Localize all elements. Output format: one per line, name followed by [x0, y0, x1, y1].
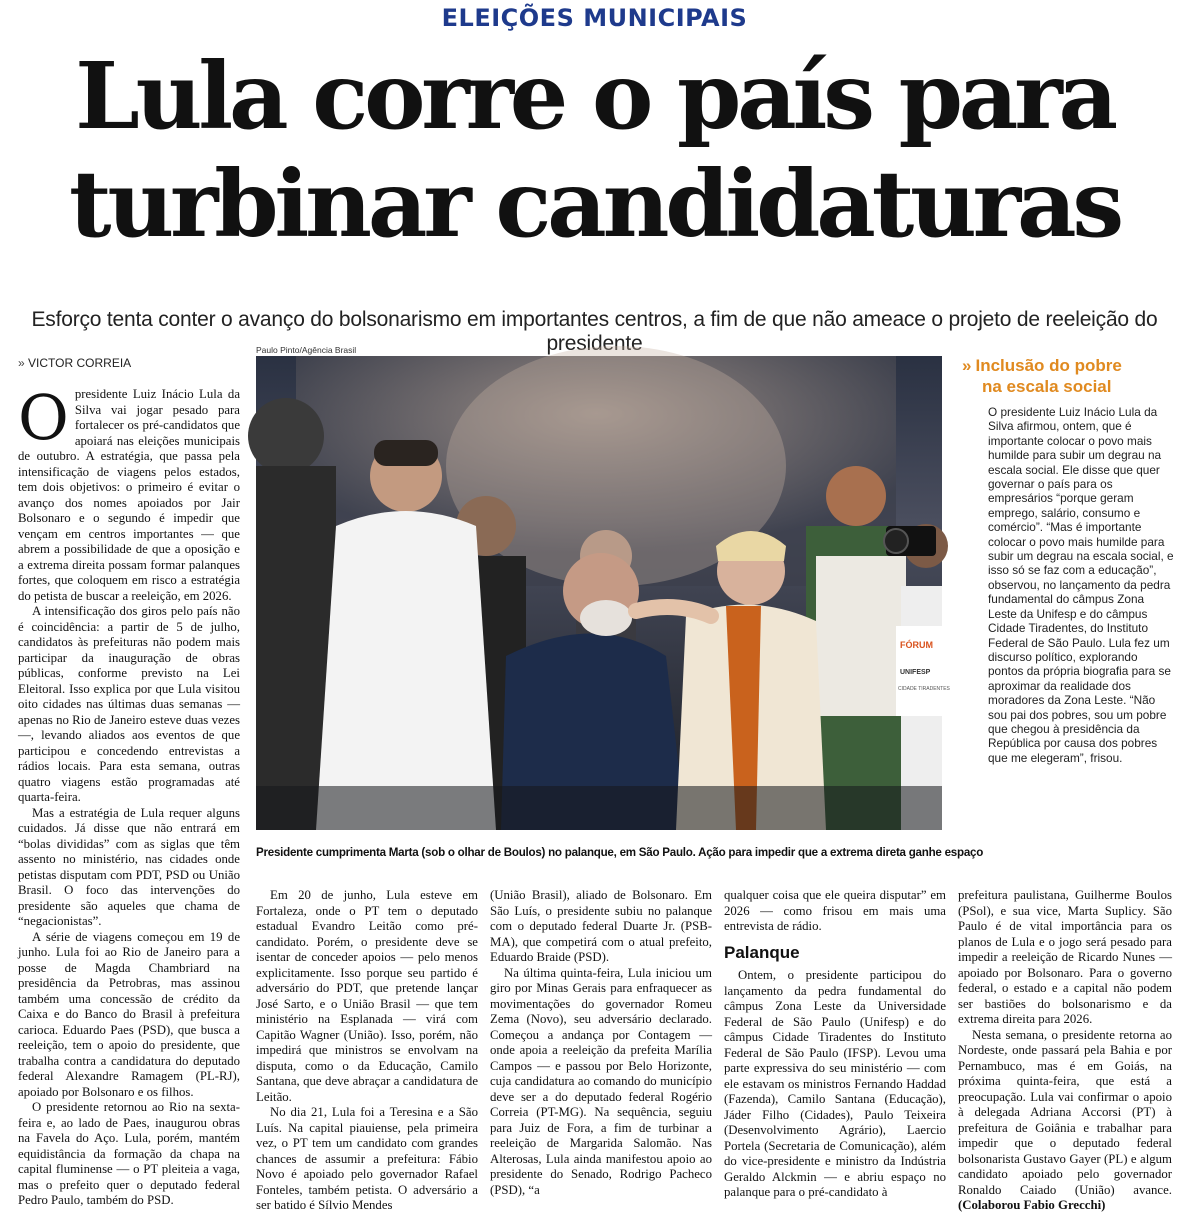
- sidebar-body: [962, 405, 1174, 765]
- photo-illustration: [256, 356, 950, 830]
- photo-caption: Presidente cumprimenta Marta (sob o olhar de Boulos) no palanque, em São Paulo. Ação para impedir que a extrema direta ganhe espaço: [256, 846, 984, 859]
- article-paragraph: Na última quinta-feira, Lula iniciou um giro por Minas Gerais para enfraquecer as movimentações do governador Romeu Zema (Novo), seu adversário declarado. Começou a andança por Contagem — onde apoia a reeleição da prefeita Marília Campos — e passou por Belo Horizonte, cuja candidatura ao comando do município deve ser a do deputado federal Rogério Correia (PT-MG). Na sequência, seguiu para Juiz de Fora, a fim de turbinar a reeleição de Margarida Salomão. Nas Alterosas, Lula ainda manifestou apoio ao presidente do Senado, Rodrigo Pacheco (PSD), “a: [490, 965, 712, 1197]
- article-paragraph: qualquer coisa que ele queira disputar” em 2026 — como frisou em mais uma entrevista de rádio.: [724, 888, 946, 933]
- article-paragraph: Mas a estratégia de Lula requer alguns cuidados. Já disse que não entrará em “bolas divididas” com as siglas que têm assento no ministério, nas cidades onde petistas disputam com PDT, PSD ou União Brasil. O foco das intervenções do presidente são aqueles que chama de “negacionistas”.: [18, 805, 240, 928]
- headline: Lula corre o país para turbinar candidaturas: [69, 42, 1120, 258]
- banner-text: CIDADE TIRADENTES: [898, 686, 950, 692]
- contributor-credit: (Colaborou Fabio Grecchi): [958, 1198, 1106, 1212]
- article-column-4: [724, 888, 946, 1224]
- chevron-right-icon: »: [962, 356, 972, 375]
- news-photo: [256, 356, 950, 830]
- sidebar-box: [962, 355, 1174, 765]
- article-paragraph: O presidente retornou ao Rio na sexta-feira e, ao lado de Paes, inaugurou obras na Favela do Aço. Lula, porém, mantém equidistância da formação da chapa na capital fluminense — o PT pleiteia a vaga, mas o prefeito quer o deputado federal Pedro Paulo, também do PSD.: [18, 1100, 240, 1207]
- byline: [18, 356, 131, 370]
- drop-cap: O: [18, 381, 69, 454]
- article-paragraph: [18, 381, 240, 604]
- article-paragraph: [958, 1028, 1172, 1214]
- photo-credit: Paulo Pinto/Agência Brasil: [256, 345, 357, 355]
- sidebar-title-line: Inclusão do pobre: [975, 356, 1122, 375]
- article-paragraph: A série de viagens começou em 19 de junho. Lula foi ao Rio de Janeiro para a posse de Magda Chambriard na presidência da Petrobras, mas assinou também uma concessão de crédito da Caixa e do Banco do Brasil à prefeitura carioca. Eduardo Paes (PSD), que busca a reeleição, tem o apoio do presidente, que trabalha contra a candidatura do deputado federal Alexandre Ramagem (PL-RJ), apoiado por Bolsonaro e os filhos.: [18, 929, 240, 1099]
- sidebar-title: [962, 355, 1174, 397]
- article-column-3: [490, 888, 712, 1224]
- section-label: ELEIÇÕES MUNICIPAIS: [441, 4, 748, 32]
- article-column-1: [18, 381, 240, 1223]
- paragraph-text: presidente Luiz Inácio Lula da Silva vai jogar pesado para fortalecer os pré-candidatos que apoiará nas eleições municipais de outubro. A estratégia, que passa pela intensificação de viagens pelos estados, tem dois objetivos: o primeiro é evitar o avanço dos nomes apoiados por Jair Bolsonaro e o segundo é impedir que vençam em centros importantes — que abrem a possibilidade de que a oposição e a extrema direita possam formar palanques fortes, que coloquem em risco a estratégia do petista de buscar a reeleição, em 2026.: [18, 387, 240, 603]
- article-paragraph: prefeitura paulistana, Guilherme Boulos (PSol), e sua vice, Marta Suplicy. São Paulo é de vital importância para os planos de Lula e o jogo será pesado para impedir a reeleição de Ricardo Nunes — apoiado por Bolsonaro. Para o governo federal, o estado e a capital não podem ser bastiões do bolsonarismo e da extrema direita para 2026.: [958, 888, 1172, 1026]
- paragraph-text: Nesta semana, o presidente retorna ao Nordeste, onde passará pela Bahia e por Pernambuco, mas é em Goiás, na próxima quinta-feira, que está a preocupação. Lula vai confirmar o apoio à delegada Adriana Accorsi (PT) à prefeitura de Goiânia e trabalhar para impedir que o deputado federal bolsonarista Gustavo Gayer (PL) e algum candidato apoiado pelo governador Ronaldo Caiado (União) avance.: [958, 1027, 1172, 1197]
- article-paragraph: A intensificação dos giros pelo país não é coincidência: a partir de 5 de julho, candidatos às prefeituras não podem mais participar da inauguração de obras públicas, conforme previsto na Lei Eleitoral. Isso explica por que Lula visitou oito cidades nas últimas duas semanas — apenas no Rio de Janeiro esteve duas vezes —, levando aliados aos eventos de que participou e concedendo entrevistas a rádios locais. Para esta semana, outras quatro viagens estão programadas até quarta-feira.: [18, 604, 240, 804]
- sidebar-title-line: na escala social: [982, 377, 1112, 396]
- subheadline: Esforço tenta conter o avanço do bolsonarismo em importantes centros, a fim de que não ameace o projeto de reeleição do presidente: [31, 308, 1158, 355]
- article-paragraph: Em 20 de junho, Lula esteve em Fortaleza, onde o PT tem o deputado estadual Evandro Leitão como pré-candidato. Porém, o presidente deve se isentar de conceder apoios — pelo menos explicitamente. Isso porque seu partido é adversário do PDT, que pretende lançar José Sarto, e o União Brasil — que tem ministério na Esplanada — virá com Capitão Wagner (União). Isso, porém, não impedirá que ministros se envolvam na disputa, como o da Educação, Camilo Santana, que deve abraçar a candidatura de Leitão.: [256, 888, 478, 1104]
- article-paragraph: No dia 21, Lula foi a Teresina e a São Luís. Na capital piauiense, pela primeira vez, o PT tem um candidato com grandes chances de assumir a prefeitura: Fábio Novo é apoiado pelo governador Rafael Fonteles, também petista. O adversário a ser batido é Sílvio Mendes: [256, 1105, 478, 1212]
- section-heading: Palanque: [724, 942, 800, 962]
- article-paragraph: Ontem, o presidente participou do lançamento da pedra fundamental do câmpus Zona Leste da Universidade Federal de São Paulo (Unifesp) e do câmpus Cidade Tiradentes do Instituto Federal de São Paulo (IFSP). Levou uma parte expressiva do seu ministério — com ele estavam os ministros Fernando Haddad (Fazenda), Camilo Santana (Educação), Jáder Filho (Cidades), Paulo Teixeira (Desenvolvimento Agrário), Laercio Portela (Secretaria de Comunicação), além do vice-presidente e ministro da Indústria Geraldo Alckmin — e abriu espaço no palanque para o pré-candidato à: [724, 968, 946, 1199]
- banner-text: FÓRUM: [900, 640, 933, 650]
- banner-text: UNIFESP: [900, 669, 931, 676]
- article-column-2: [256, 888, 478, 1224]
- sidebar-paragraph: O presidente Luiz Inácio Lula da Silva afirmou, ontem, que é importante colocar o povo mais humilde para subir um degrau na escala social. Ele disse que quer governar o país para os empresários “porque geram emprego, salário, consumo e comércio”. “Mas é importante colocar o povo mais humilde para subir um degrau na escala social, e isso só se faz com a educação”, observou, no lançamento da pedra fundamental do câmpus Zona Leste da Unifesp e do câmpus Cidade Tiradentes, do Instituto Federal de São Paulo. Lula fez um discurso político, explorando pontos da própria biografia para se aproximar da realidade dos moradores da Zona Leste. “Não sou pai dos pobres, sou um pobre que chegou à presidência da República por causa dos pobres que me elegeram”, frisou.: [988, 405, 1174, 765]
- byline-author: VICTOR CORREIA: [28, 356, 132, 370]
- article-column-5: [958, 888, 1172, 1224]
- article-paragraph: (União Brasil), aliado de Bolsonaro. Em São Luís, o presidente subiu no palanque com o deputado federal Duarte Jr. (PSB-MA), que competirá com o atual prefeito, Eduardo Braide (PSD).: [490, 888, 712, 964]
- byline-marker: »: [18, 356, 25, 370]
